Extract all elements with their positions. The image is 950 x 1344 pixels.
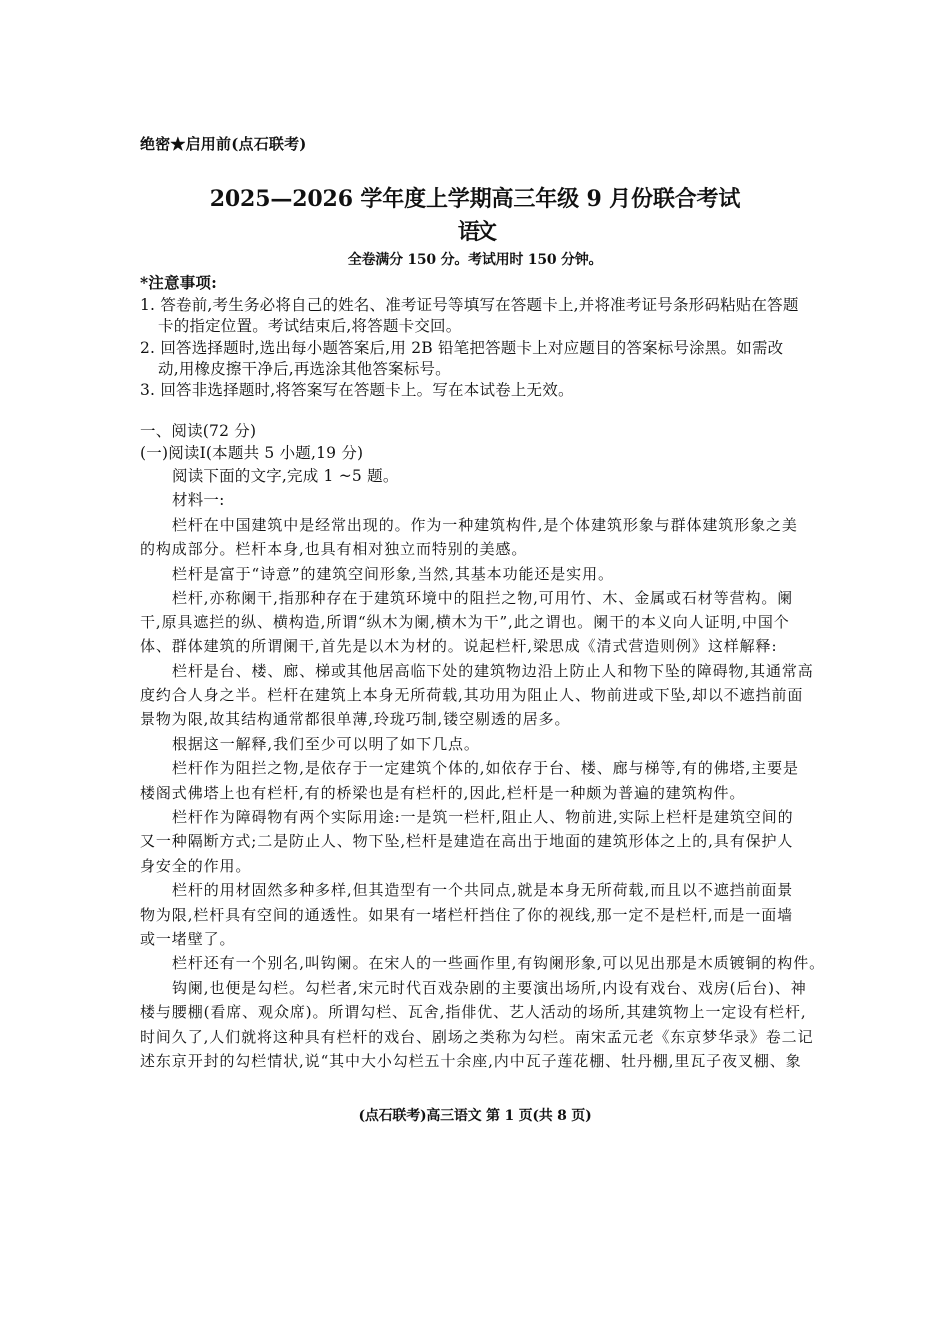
paragraph-line: 钩阑,也便是勾栏。勾栏者,宋元时代百戏杂剧的主要演出场所,内设有戏台、戏房(后台)、神	[172, 979, 807, 997]
paragraph-line: 又一种隔断方式;二是防止人、物下坠,栏杆是建造在高出于地面的建筑形体之上的,具有保护人	[140, 832, 794, 850]
paragraph-line: 体、群体建筑的所谓阑干,首先是以木为材的。说起栏杆,梁思成《清式营造则例》这样解释:	[140, 637, 778, 655]
paragraph-line: 根据这一解释,我们至少可以明了如下几点。	[172, 735, 480, 753]
paragraph-line: 物为限,栏杆具有空间的通透性。如果有一堵栏杆挡住了你的视线,那一定不是栏杆,而是一面墙	[140, 906, 794, 924]
exam-title: 2025—2026 学年度上学期高三年级 9 月份联合考试	[209, 186, 741, 212]
paragraph-line: 时间久了,人们就将这种具有栏杆的戏台、剧场之类称为勾栏。南宋孟元老《东京梦华录》卷二记	[140, 1028, 814, 1046]
notice-line: 动,用橡皮擦干净后,再选涂其他答案标号。	[158, 360, 451, 378]
subject-title: 语文	[457, 219, 493, 245]
secret-mark: 绝密★启用前(点石联考)	[140, 135, 307, 153]
sub-section-heading: (一)阅读Ⅰ(本题共 5 小题,19 分)	[140, 444, 364, 462]
section-heading: 一、阅读(72 分)	[140, 422, 257, 440]
notice-line: 卡的指定位置。考试结束后,将答题卡交回。	[158, 317, 462, 335]
paragraph-line: 栏杆是富于“诗意”的建筑空间形象,当然,其基本功能还是实用。	[172, 565, 614, 583]
paragraph-line: 栏杆还有一个别名,叫钩阑。在宋人的一些画作里,有钩阑形象,可以见出那是木质镀铜的构件。	[172, 954, 826, 972]
paragraph-line: 栏杆作为阻拦之物,是依存于一定建筑个体的,如依存于台、楼、廊与梯等,有的佛塔,主要是	[172, 759, 799, 777]
paragraph-line: 或一堵壁了。	[140, 930, 236, 948]
material-label: 材料一:	[172, 491, 225, 509]
paragraph-line: 楼阁式佛塔上也有栏杆,有的桥梁也是有栏杆的,因此,栏杆是一种颇为普遍的建筑构件。	[140, 784, 746, 802]
paragraph-line: 述东京开封的勾栏情状,说“其中大小勾栏五十余座,内中瓦子莲花棚、牡丹棚,里瓦子夜叉棚、象	[140, 1052, 802, 1070]
page-footer: (点石联考)高三语文 第 1 页(共 8 页)	[358, 1108, 592, 1124]
paragraph-line: 栏杆是台、楼、廊、梯或其他居高临下处的建筑物边沿上防止人和物下坠的障碍物,其通常高	[172, 662, 814, 680]
paragraph-line: 栏杆,亦称阑干,指那种存在于建筑环境中的阻拦之物,可用竹、木、金属或石材等营构。阑	[172, 589, 794, 607]
paragraph-line: 干,原具遮拦的纵、横构造,所谓“纵木为阑,横木为干”,此之谓也。阑干的本义向人证明,中国个	[140, 613, 790, 631]
paragraph-line: 度约合人身之半。栏杆在建筑上本身无所荷载,其功用为阻止人、物前进或下坠,却以不遮挡前面	[140, 686, 804, 704]
paragraph-line: 楼与腰棚(看席、观众席)。所谓勾栏、瓦舍,指俳优、艺人活动的场所,其建筑物上一定设有栏杆,	[140, 1003, 807, 1021]
paragraph-line: 景物为限,故其结构通常都很单薄,玲珑巧制,镂空剔透的居多。	[140, 710, 571, 728]
notice-line: 3. 回答非选择题时,将答案写在答题卡上。写在本试卷上无效。	[140, 381, 574, 399]
paragraph-line: 栏杆作为障碍物有两个实际用途:一是筑一栏杆,阻止人、物前进,实际上栏杆是建筑空间的	[172, 808, 794, 826]
paragraph-line: 栏杆在中国建筑中是经常出现的。作为一种建筑构件,是个体建筑形象与群体建筑形象之美	[172, 516, 798, 534]
paragraph-line: 身安全的作用。	[140, 857, 252, 875]
paragraph-line: 栏杆的用材固然多种多样,但其造型有一个共同点,就是本身无所荷载,而且以不遮挡前面景	[172, 881, 794, 899]
instruction: 阅读下面的文字,完成 1 ~5 题。	[172, 467, 399, 485]
notice-line: 2. 回答选择题时,选出每小题答案后,用 2B 铅笔把答题卡上对应题目的答案标号涂黑。如需改	[140, 339, 784, 357]
score-info: 全卷满分 150 分。考试用时 150 分钟。	[347, 252, 603, 268]
paragraph-line: 的构成部分。栏杆本身,也具有相对独立而特别的美感。	[140, 540, 528, 558]
notice-line: 1. 答卷前,考生务必将自己的姓名、准考证号等填写在答题卡上,并将准考证号条形码粘贴在答题	[140, 296, 799, 314]
notice-heading: *注意事项:	[140, 273, 218, 292]
